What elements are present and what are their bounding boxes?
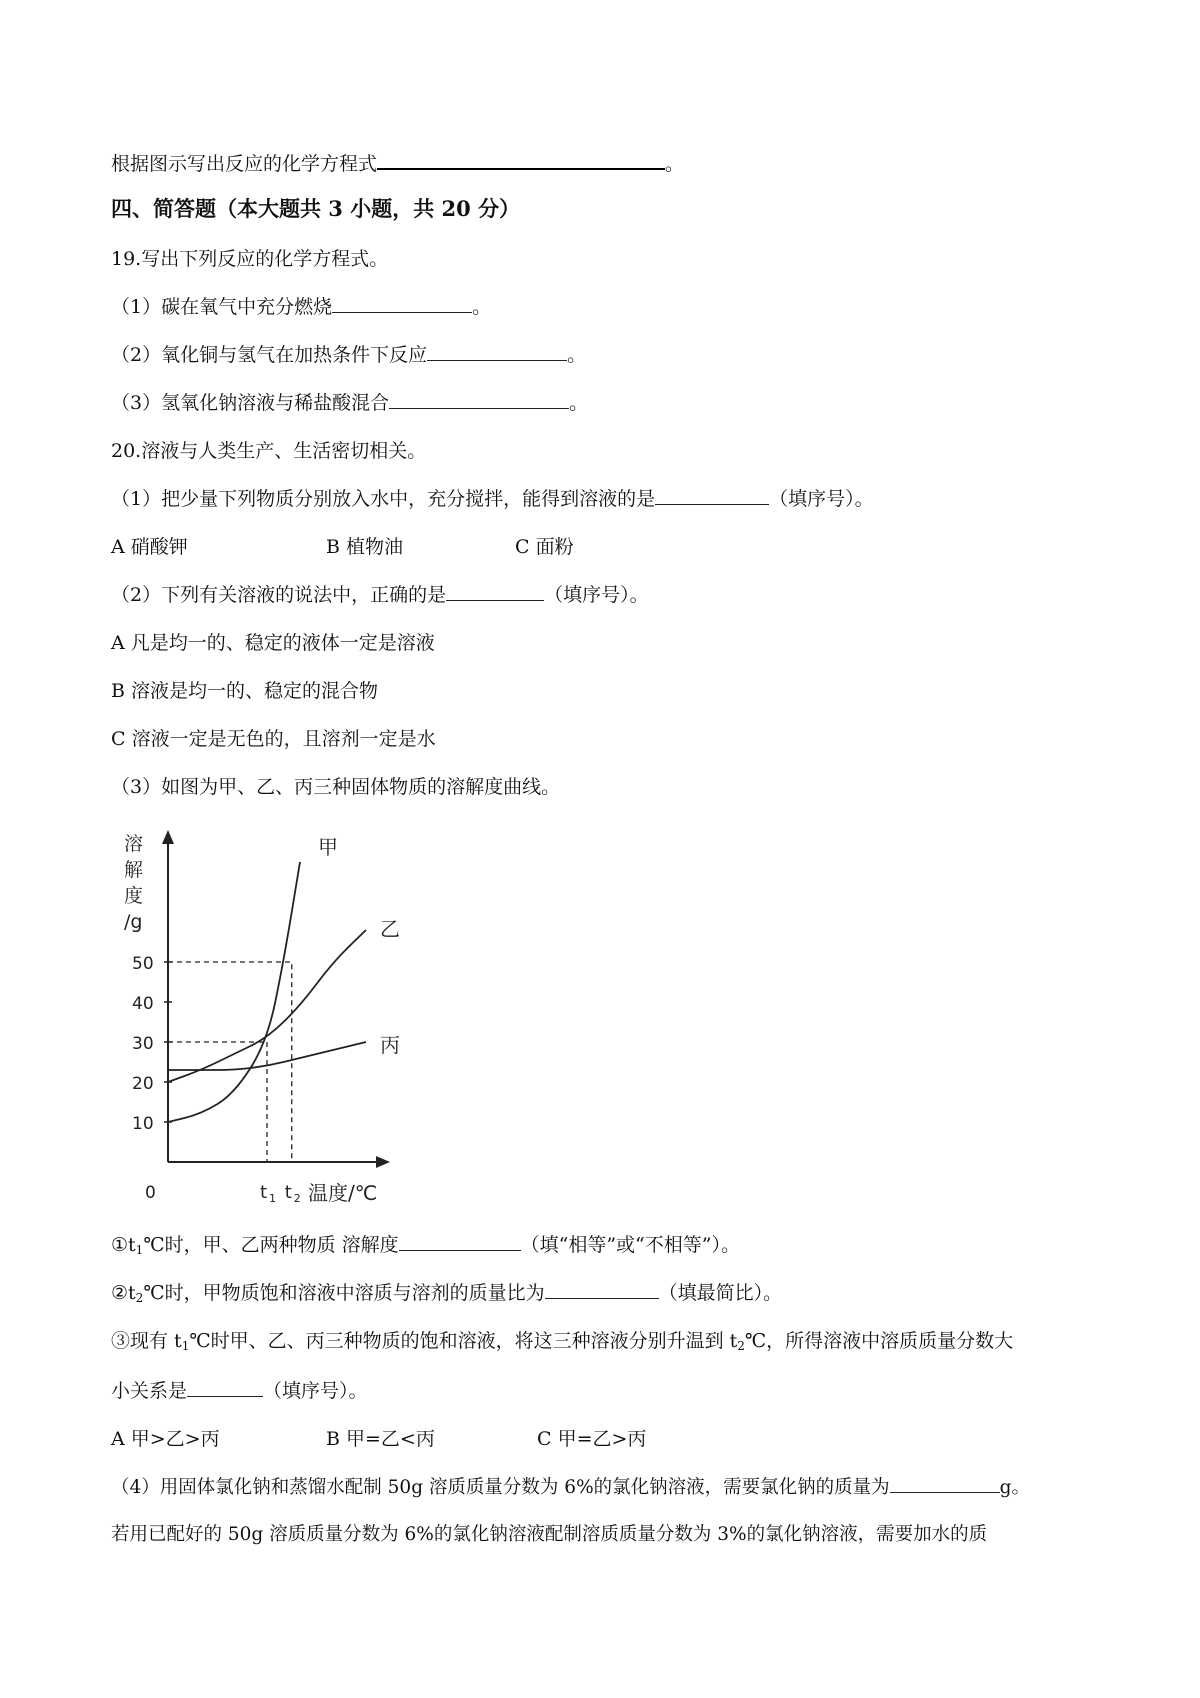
x-tick-label: t <box>260 1182 268 1202</box>
answer-blank[interactable] <box>427 342 567 361</box>
series-label: 丙 <box>380 1033 400 1057</box>
q20-1-hint: （填序号）。 <box>769 488 874 510</box>
option-a: A 凡是均一的、稳定的液体一定是溶液 <box>111 632 435 654</box>
answer-blank[interactable] <box>655 486 769 505</box>
y-tick-label: 50 <box>132 954 154 974</box>
sub-question-3-cont <box>111 1378 368 1404</box>
question-20-3: （3）如图为甲、乙、丙三种固体物质的溶解度曲线。 <box>111 776 561 798</box>
s3-text-1: ③现有 t <box>111 1330 182 1352</box>
question-20-2 <box>111 582 649 608</box>
option-b: B 植物油 <box>326 536 404 558</box>
option-b: B 甲=乙<丙 <box>326 1428 435 1450</box>
s3-hint: （填序号）。 <box>263 1380 368 1402</box>
origin-label: 0 <box>145 1183 156 1202</box>
option-b: B 溶液是均一的、稳定的混合物 <box>111 680 379 702</box>
s3-text-3: ℃，所得溶液中溶质质量分数大 <box>744 1330 1014 1352</box>
question-19-3 <box>111 390 588 416</box>
q19-2-text: （2）氧化铜与氢气在加热条件下反应 <box>111 344 428 366</box>
answer-blank[interactable] <box>399 1232 521 1251</box>
q19-3-text: （3）氢氧化钠溶液与稀盐酸混合 <box>111 392 390 414</box>
series-label: 甲 <box>318 835 338 859</box>
answer-blank[interactable] <box>377 150 665 170</box>
t-label: ①t <box>111 1234 136 1256</box>
period: 。 <box>665 153 685 175</box>
s2-hint: （填最简比）。 <box>658 1282 783 1304</box>
series-curve-2 <box>168 930 366 1082</box>
x-tick-subscript: 1 <box>269 1192 276 1202</box>
y-axis-label-char: 度 <box>124 885 144 907</box>
section-heading: 四、简答题（本大题共 3 小题，共 20 分） <box>111 196 521 221</box>
answer-blank[interactable] <box>187 1378 263 1397</box>
q20-4-text: （4）用固体氯化钠和蒸馏水配制 50g 溶质质量分数为 6%的氯化钠溶液，需要氯化钠的质量为 <box>111 1477 890 1498</box>
y-axis-arrow <box>162 830 174 844</box>
q20-1-text: （1）把少量下列物质分别放入水中，充分搅拌，能得到溶液的是 <box>111 488 656 510</box>
question-19-2 <box>111 342 586 368</box>
t-subscript: 2 <box>737 1339 745 1353</box>
question-19: 19.写出下列反应的化学方程式。 <box>111 248 389 270</box>
sub-question-2 <box>111 1280 782 1311</box>
question-19-1 <box>111 294 491 320</box>
option-c: C 面粉 <box>515 536 574 558</box>
q20-2-text: （2）下列有关溶液的说法中，正确的是 <box>111 584 447 606</box>
prompt-text: 根据图示写出反应的化学方程式 <box>111 153 378 175</box>
option-a: A 甲>乙>丙 <box>111 1428 220 1450</box>
series-curve-1 <box>168 862 300 1122</box>
series-label: 乙 <box>380 917 400 941</box>
answer-blank[interactable] <box>890 1474 1000 1493</box>
y-tick-label: 40 <box>132 994 154 1014</box>
option-a: A 硝酸钾 <box>111 536 188 558</box>
t-subscript: 2 <box>135 1291 144 1305</box>
x-axis-label: 温度/℃ <box>308 1181 378 1202</box>
guide-line-30 <box>168 1042 267 1162</box>
solubility-chart <box>120 822 410 1202</box>
option-c: C 甲=乙>丙 <box>537 1428 647 1450</box>
period: 。 <box>472 296 492 318</box>
t-subscript: 1 <box>181 1339 190 1353</box>
y-tick-label: 20 <box>132 1074 154 1094</box>
x-axis-arrow <box>376 1156 390 1168</box>
question-20: 20.溶液与人类生产、生活密切相关。 <box>111 440 427 462</box>
period: 。 <box>569 392 589 414</box>
s1-text: ℃时，甲、乙两种物质 溶解度 <box>143 1234 399 1256</box>
q20-2-hint: （填序号）。 <box>544 584 649 606</box>
answer-blank[interactable] <box>545 1280 659 1299</box>
y-tick-label: 10 <box>132 1114 154 1134</box>
question-20-4-cont: 若用已配好的 50g 溶质质量分数为 6%的氯化钠溶液配制溶质质量分数为 3%的氯化钠溶液，需要加水的质 <box>111 1524 988 1545</box>
line-equation-prompt <box>111 150 684 177</box>
option-c: C 溶液一定是无色的，且溶剂一定是水 <box>111 728 436 750</box>
s3-text-4: 小关系是 <box>111 1380 188 1402</box>
y-axis-label-char: 溶 <box>124 833 144 855</box>
sub-question-3 <box>111 1328 1013 1359</box>
x-tick-label: t <box>284 1182 292 1202</box>
answer-blank[interactable] <box>389 390 569 409</box>
period: 。 <box>567 344 587 366</box>
y-tick-label: 30 <box>132 1034 154 1054</box>
s1-hint: （填“相等”或“不相等”）。 <box>520 1234 740 1256</box>
answer-blank[interactable] <box>332 294 472 313</box>
answer-blank[interactable] <box>446 582 544 601</box>
s2-text: ℃时，甲物质饱和溶液中溶质与溶剂的质量比为 <box>143 1282 545 1304</box>
question-20-4 <box>111 1474 1030 1501</box>
t-subscript: 1 <box>135 1243 144 1257</box>
guide-line-50 <box>168 962 292 1162</box>
question-20-1 <box>111 486 874 512</box>
t-label: ②t <box>111 1282 136 1304</box>
unit-g: g。 <box>999 1477 1030 1498</box>
y-axis-label-char: 解 <box>124 859 144 881</box>
x-tick-subscript: 2 <box>293 1192 301 1202</box>
y-axis-label-char: /g <box>124 911 143 933</box>
q19-1-text: （1）碳在氧气中充分燃烧 <box>111 296 333 318</box>
s3-text-2: ℃时甲、乙、丙三种物质的饱和溶液，将这三种溶液分别升温到 t <box>189 1330 738 1352</box>
sub-question-1 <box>111 1232 740 1263</box>
